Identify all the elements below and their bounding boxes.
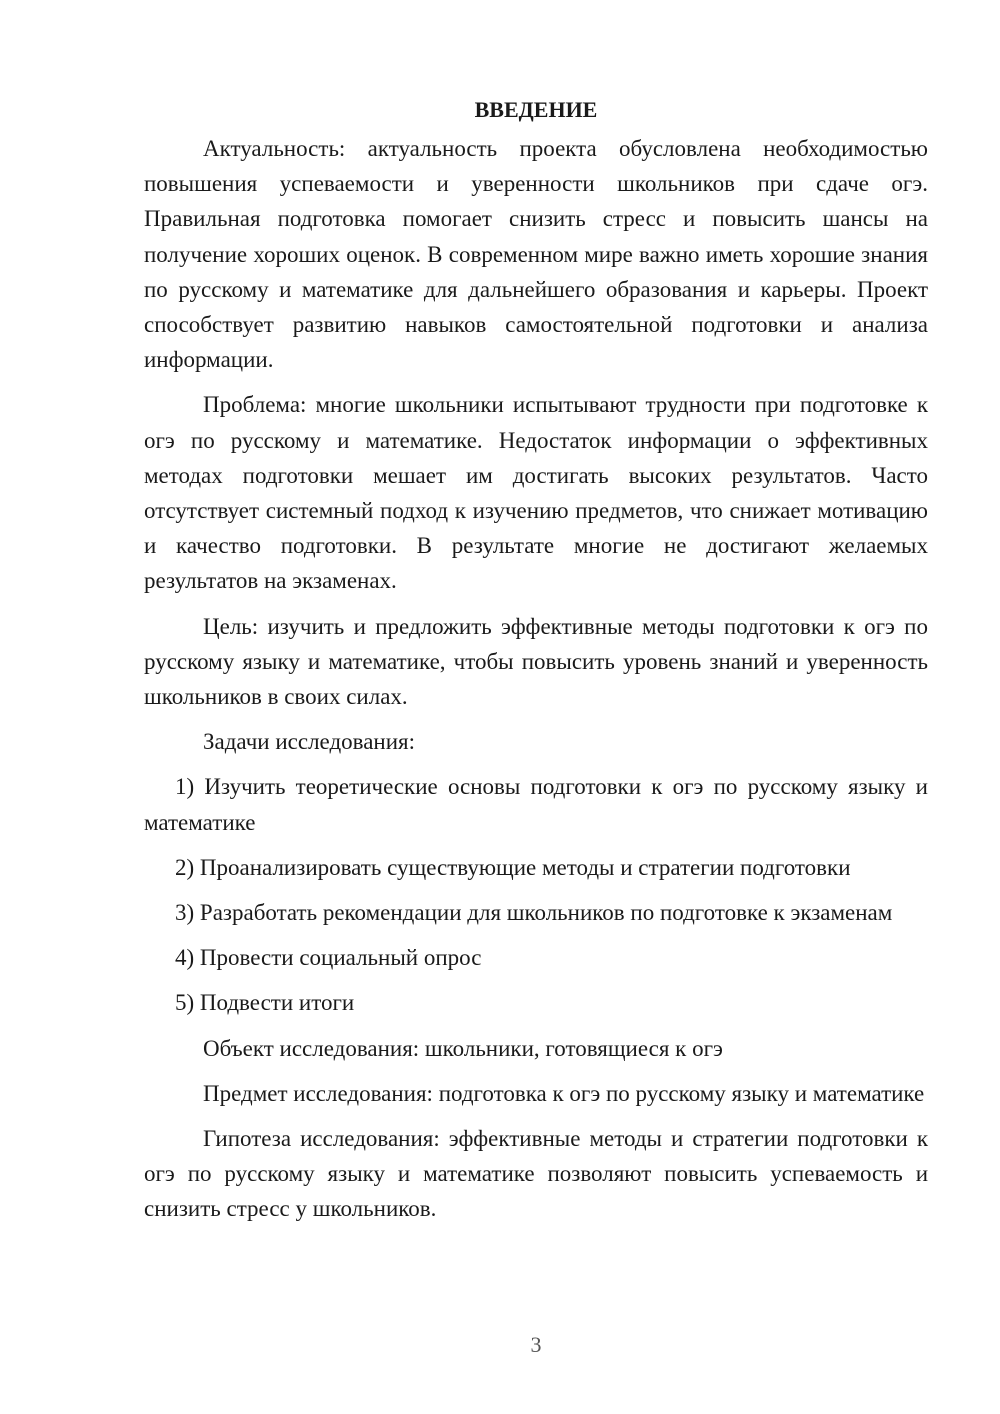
section-title: ВВЕДЕНИЕ bbox=[474, 97, 598, 122]
page-content bbox=[144, 92, 928, 1237]
research-subject: Предмет исследования: подготовка к огэ по русскому языку и математике bbox=[203, 1080, 925, 1106]
problem-paragraph: Проблема: многие школьники испытывают трудности при подготовке к огэ по русскому и математике. Недостаток информации о эффективных методах подготовки мешает им достигать высоких результатов. Часто отсутствует системный подход к изучению предметов, что снижает мотивацию и качество подготовки. В результате многие не достигают желаемых результатов на экзаменах. bbox=[144, 392, 928, 594]
relevance-paragraph: Актуальность: актуальность проекта обусловлена необходимостью повышения успеваемости и уверенности школьников при сдаче огэ. Правильная подготовка помогает снизить стресс и повысить шансы на получение хороших оценок. В современном мире важно иметь хорошие знания по русскому и математике для дальнейшего образования и карьеры. Проект способствует развитию навыков самостоятельной подготовки и анализа информации. bbox=[144, 136, 928, 373]
task-item-3: 3) Разработать рекомендации для школьников по подготовке к экзаменам bbox=[175, 900, 893, 926]
goal-paragraph: Цель: изучить и предложить эффективные методы подготовки к огэ по русскому языку и математике, чтобы повысить уровень знаний и уверенность школьников в своих силах. bbox=[144, 613, 928, 710]
tasks-heading: Задачи исследования: bbox=[203, 729, 416, 755]
page-number: 3 bbox=[530, 1332, 542, 1357]
task-item-1: 1) Изучить теоретические основы подготовки к огэ по русскому языку и математике bbox=[144, 774, 928, 835]
task-item-2: 2) Проанализировать существующие методы и стратегии подготовки bbox=[175, 854, 851, 880]
task-item-4: 4) Провести социальный опрос bbox=[175, 945, 482, 971]
research-object: Объект исследования: школьники, готовящиеся к огэ bbox=[203, 1035, 723, 1061]
research-hypothesis: Гипотеза исследования: эффективные методы и стратегии подготовки к огэ по русскому языку и математике позволяют повысить успеваемость и снизить стресс у школьников. bbox=[144, 1126, 928, 1222]
task-item-5: 5) Подвести итоги bbox=[175, 990, 355, 1016]
